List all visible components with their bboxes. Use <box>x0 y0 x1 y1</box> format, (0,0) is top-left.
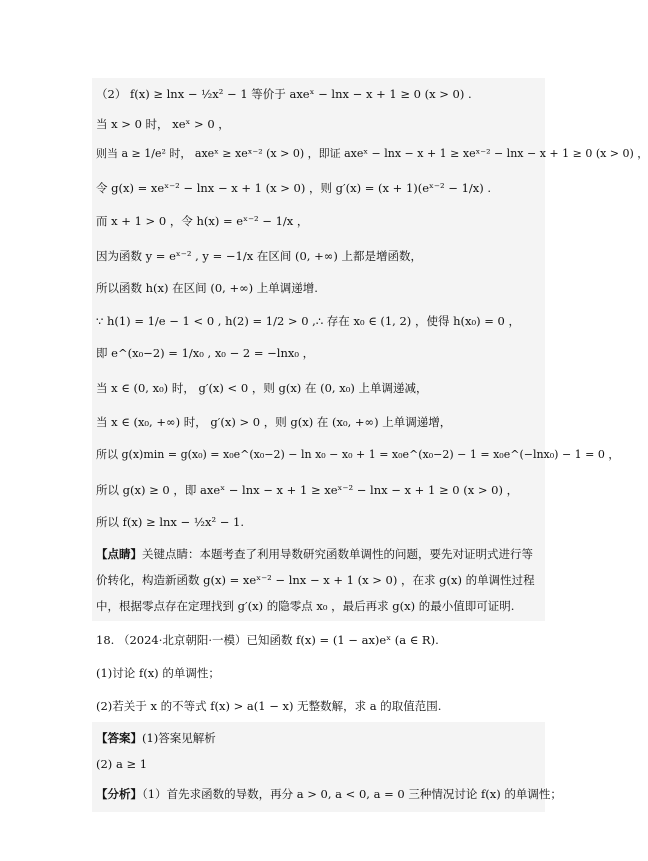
solution-line-4: 令 g(x) = xeˣ⁻² − lnx − x + 1 (x > 0) ，则 g′(x) = (x + 1)(eˣ⁻² − 1/x) . <box>96 181 492 195</box>
analysis-tag: 【分析】 <box>96 787 142 801</box>
problem-part-1: (1)讨论 f(x) 的单调性； <box>96 666 220 680</box>
answer-part-2: (2) a ≥ 1 <box>96 757 148 771</box>
problem-part-2: (2)若关于 x 的不等式 f(x) > a(1 − x) 无整数解，求 a 的取值范围. <box>96 699 442 713</box>
solution-line-3: 则当 a ≥ 1/e² 时， axeˣ ≥ xeˣ⁻² (x > 0) ，即证 axeˣ − lnx − x + 1 ≥ xeˣ⁻² − lnx − x + 1 ≥ 0 (x > 0) ， <box>96 147 648 160</box>
solution-line-2: 当 x > 0 时， xeˣ > 0 ， <box>96 117 230 131</box>
solution-line-1: （2） f(x) ≥ lnx − ½x² − 1 等价于 axeˣ − lnx − x + 1 ≥ 0 (x > 0) . <box>96 87 472 101</box>
solution-line-12: 所以 g(x)min = g(x₀) = x₀e^(x₀−2) − ln x₀ − x₀ + 1 = x₀e^(x₀−2) − 1 = x₀e^(−lnx₀) − 1 = 0 ， <box>96 448 620 461</box>
solution-line-8: ∵ h(1) = 1/e − 1 < 0 , h(2) = 1/2 > 0 ,∴ 存在 x₀ ∈ (1, 2) ，使得 h(x₀) = 0 ， <box>96 314 520 328</box>
solution-line-6: 因为函数 y = eˣ⁻² , y = −1/x 在区间 (0, +∞) 上都是增函数， <box>96 249 422 263</box>
solution-line-7: 所以函数 h(x) 在区间 (0, +∞) 上单调递增. <box>96 281 318 295</box>
solution-line-14: 所以 f(x) ≥ lnx − ½x² − 1. <box>96 515 244 529</box>
answer-tag: 【答案】 <box>96 731 142 745</box>
key-point-text: 关键点睛：本题考查了利用导数研究函数单调性的问题，要先对证明式进行等价转化，构造新函数 g(x) = xeˣ⁻² − lnx − x + 1 (x > 0) ，在求 g(x) 的单调性过程中，根据零点存在定理找到 g′(x) 的隐零点 x₀ ，最后再求 g(x) 的最小值即可证明. <box>96 547 535 613</box>
solution-line-11: 当 x ∈ (x₀, +∞) 时， g′(x) > 0 ，则 g(x) 在 (x₀, +∞) 上单调递增， <box>96 415 452 429</box>
key-point-tag: 【点睛】 <box>96 547 142 561</box>
solution-line-10: 当 x ∈ (0, x₀) 时， g′(x) < 0 ，则 g(x) 在 (0, x₀) 上单调递减， <box>96 381 428 395</box>
solution-line-5: 而 x + 1 > 0 ，令 h(x) = eˣ⁻² − 1/x ， <box>96 214 309 228</box>
solution-line-13: 所以 g(x) ≥ 0 ，即 axeˣ − lnx − x + 1 ≥ xeˣ⁻² − lnx − x + 1 ≥ 0 (x > 0) ， <box>96 483 519 497</box>
solution-line-9: 即 e^(x₀−2) = 1/x₀ , x₀ − 2 = −lnx₀ ， <box>96 346 315 360</box>
answer-line-1 <box>96 730 541 746</box>
problem-stem: 18. （2024·北京朝阳·一模）已知函数 f(x) = (1 − ax)eˣ (a ∈ R). <box>96 633 439 647</box>
analysis-line <box>96 786 562 802</box>
answer-part-1: (1)答案见解析 <box>142 731 216 745</box>
analysis-text: （1）首先求函数的导数，再分 a > 0, a < 0, a = 0 三种情况讨论 f(x) 的单调性； <box>142 787 562 801</box>
key-point-note <box>96 541 541 619</box>
